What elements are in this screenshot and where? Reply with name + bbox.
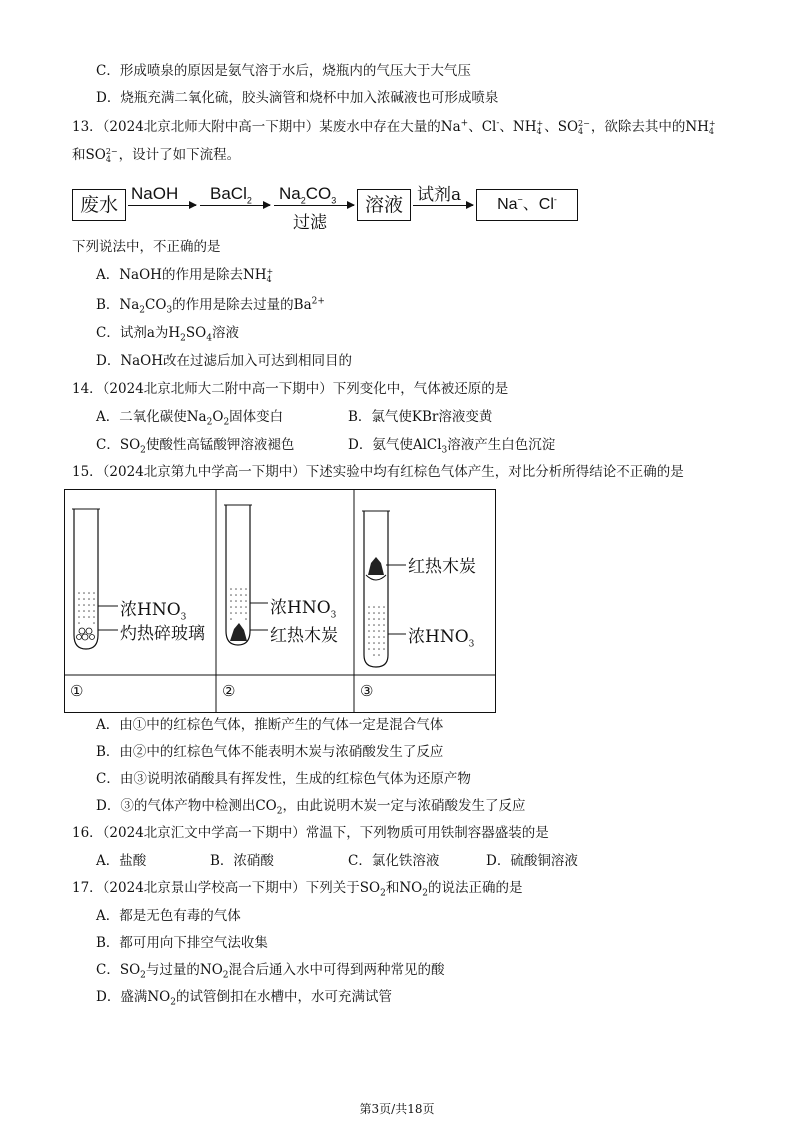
q12-option-c: C．形成喷泉的原因是氨气溶于水后，烧瓶内的气压大于大气压 — [96, 63, 471, 79]
flow-na2co3-label: $Na_2CO_3$ — [279, 184, 337, 206]
q13-prompt: 下列说法中，不正确的是 — [72, 239, 221, 255]
q13-option-a: A．NaOH的作用是除去NH+ 4 — [96, 266, 274, 284]
q15-option-d: D．③的气体产物中检测出$CO_2$，由此说明木炭一定与浓硝酸发生了反应 — [96, 798, 526, 817]
q15-stem: 15．（2024北京第九中学高一下期中）下述实验中均有红棕色气体产生，对比分析所得结论不正确的是 — [72, 464, 684, 480]
q15-option-a: A．由①中的红棕色气体，推断产生的气体一定是混合气体 — [96, 717, 444, 733]
flow-reagent-label: 试剂a — [417, 185, 462, 205]
q14-option-d: D．氨气使AlCl$_3$溶液产生白色沉淀 — [348, 437, 556, 456]
q17-option-c: C．$SO_2$与过量的$NO_2$混合后通入水中可得到两种常见的酸 — [96, 962, 445, 981]
test-tube-3 — [362, 511, 406, 667]
q14-stem: 14．（2024北京北师大二附中高一下期中）下列变化中，气体被还原的是 — [72, 381, 509, 397]
figure-cell-2: ② — [222, 682, 236, 700]
charcoal-icon-3 — [368, 557, 384, 575]
flow-filter-label: 过滤 — [293, 213, 327, 233]
flow-arrow-1 — [128, 205, 196, 206]
q13-option-d: D．NaOH改在过滤后加入可达到相同目的 — [96, 353, 353, 369]
tube2-label-charcoal: 红热木炭 — [270, 626, 338, 646]
q15-option-c: C．由③说明浓硝酸具有挥发性，生成的红棕色气体为还原产物 — [96, 771, 471, 787]
q13-stem: 13．（2024北京北师大附中高一下期中）某废水中存在大量的Na+、Cl-、NH+ 4 、SO2− 4 ，欲除去其中的NH+ 4 — [72, 118, 716, 136]
q17-option-d: D．盛满$NO_2$的试管倒扣在水槽中，水可充满试管 — [96, 989, 392, 1008]
flow-box-solution: 溶液 — [357, 189, 411, 221]
q16-option-b: B．浓硝酸 — [210, 853, 274, 869]
tube1-label-glass: 灼热碎玻璃 — [120, 624, 205, 644]
q14-option-b: B．氯气使KBr溶液变黄 — [348, 409, 493, 425]
glass-shards-icon — [77, 628, 95, 640]
tube3-label-acid: 浓$HNO_3$ — [408, 627, 475, 650]
flow-box-result: Na−、Cl- — [476, 189, 578, 221]
q13-option-c: C．试剂a为$H_2SO_4$溶液 — [96, 325, 239, 344]
figure-cell-3: ③ — [360, 682, 374, 700]
q12-option-d: D．烧瓶充满二氧化硫，胶头滴管和烧杯中加入浓碱液也可形成喷泉 — [96, 90, 499, 106]
q17-stem: 17．（2024北京景山学校高一下期中）下列关于$SO_2$和$NO_2$的说法正确的是 — [72, 880, 523, 899]
q14-option-c: C．$SO_2$使酸性高锰酸钾溶液褪色 — [96, 437, 295, 456]
figure-cell-1: ① — [70, 682, 84, 700]
q16-stem: 16．（2024北京汇文中学高一下期中）常温下，下列物质可用铁制容器盛装的是 — [72, 825, 549, 841]
q15-figure-table — [64, 489, 496, 713]
q17-option-a: A．都是无色有毒的气体 — [96, 908, 241, 924]
flow-arrow-2 — [200, 205, 270, 206]
tube2-label-acid: 浓$HNO_3$ — [270, 598, 337, 621]
flow-naoh-label: NaOH — [131, 184, 179, 203]
q14-option-a: A．二氧化碳使$Na_2O_2$固体变白 — [96, 409, 284, 428]
page-footer: 第3页/共18页 — [359, 1102, 435, 1116]
flow-arrow-4 — [413, 205, 473, 206]
q16-option-c: C．氯化铁溶液 — [348, 853, 440, 869]
flow-box-wastewater: 废水 — [72, 189, 126, 221]
q15-option-b: B．由②中的红棕色气体不能表明木炭与浓硝酸发生了反应 — [96, 744, 444, 760]
q16-option-a: A．盐酸 — [96, 853, 147, 869]
q17-option-b: B．都可用向下排空气法收集 — [96, 935, 268, 951]
tube3-label-charcoal: 红热木炭 — [408, 557, 476, 577]
q13-stem-2: 和SO2− 4 ，设计了如下流程。 — [72, 146, 241, 164]
q16-option-d: D．硫酸铜溶液 — [486, 853, 578, 869]
test-tube-1 — [72, 509, 118, 649]
charcoal-icon — [230, 623, 247, 641]
q13-option-b: B．$Na_2CO_3$的作用是除去过量的$Ba^{2+}$ — [96, 296, 325, 316]
flow-bacl2-label: BaCl$_2$ — [210, 184, 252, 206]
test-tube-2 — [224, 505, 268, 645]
tube1-label-acid: 浓$HNO_3$ — [120, 600, 187, 623]
flow-arrow-3 — [274, 205, 354, 206]
